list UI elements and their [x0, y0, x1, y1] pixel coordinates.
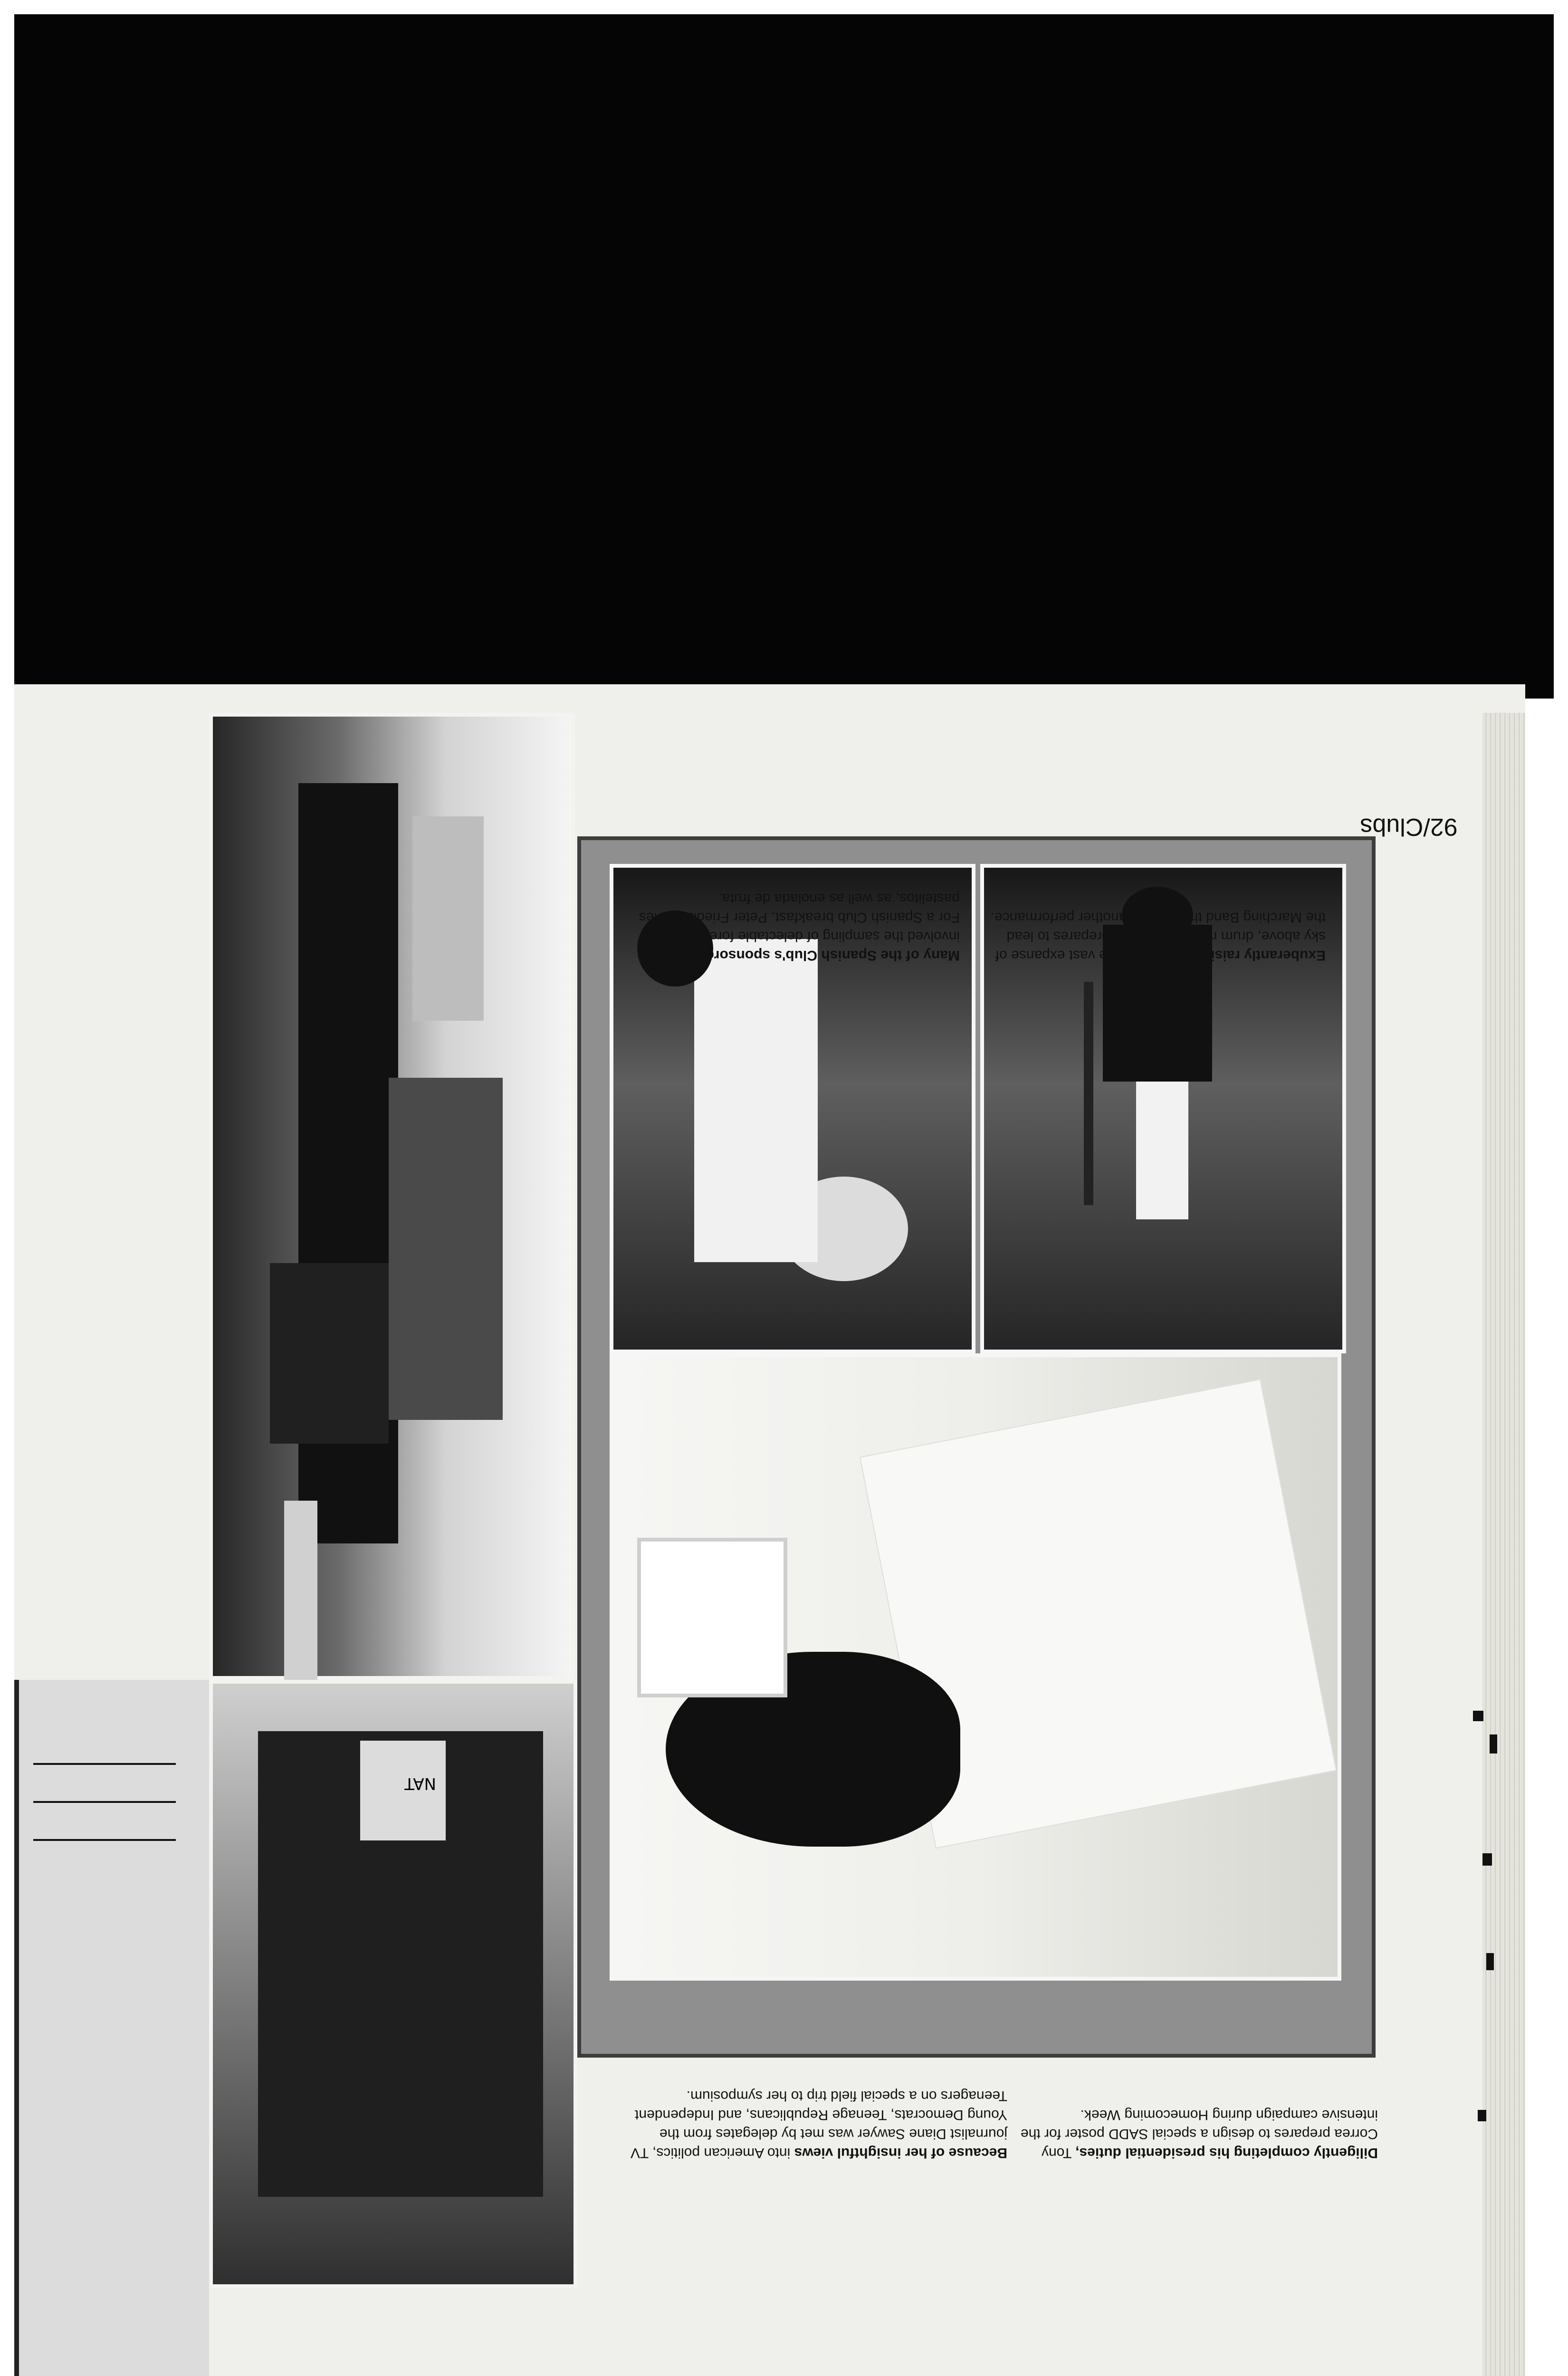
classroom-window	[412, 816, 484, 1021]
caption-diane-sawyer-bold: Because of her insightful views	[794, 2145, 1007, 2161]
caption-poster-design	[1017, 2058, 1378, 2162]
page-edges	[1482, 713, 1525, 2376]
binding-mark-2	[1490, 1734, 1497, 1753]
black-scan-background	[14, 14, 1554, 699]
caption-spanish-club-text: involved the sampling of delectable foreign dishes. For a Spanish Club breakfast, Peter Friedland tries pastelitos, as well as enolada de fruta.	[639, 891, 960, 944]
caption-drum-major	[984, 865, 1326, 965]
page-folio: 92/Clubs	[1360, 813, 1458, 841]
binding-mark-5	[1478, 2110, 1486, 2121]
photo-mount	[577, 836, 1376, 2058]
binding-mark-4	[1486, 1953, 1494, 1970]
article-sidebar	[14, 1680, 209, 2376]
binding-mark-1	[1473, 1711, 1483, 1721]
desk	[389, 1078, 503, 1420]
left-page-photo	[209, 1680, 577, 2288]
student-shirt	[694, 939, 818, 1262]
placard-text: NAT	[404, 1774, 436, 1793]
bulletin-board	[284, 1501, 317, 1700]
caption-diane-sawyer-text: into American politics, TV journalist Diane Sawyer was met by delegates from the Young Democrats, Teenage Republicans, and Independent Teenagers on a special field trip to her symposium.	[630, 2088, 1007, 2161]
rule-line-2	[33, 1801, 176, 1803]
student-shirt	[637, 1538, 787, 1697]
caption-spanish-club-bold: Many of the Spanish Club's sponsored events	[648, 948, 960, 963]
baton	[1084, 982, 1093, 1205]
caption-drum-major-text: to the vast expanse of sky above, drum major Sam Topp prepares to lead the Marching Band through yet another performance.	[990, 910, 1326, 963]
caption-drum-major-bold: Exuberantly raising his arm	[1138, 948, 1326, 963]
rule-line-3	[33, 1839, 176, 1841]
rule-line-1	[33, 1763, 176, 1765]
caption-poster-design-text: Tony Correa prepares to design a special SADD poster for the intensive campaign during Homecoming Week.	[1020, 2107, 1378, 2161]
binding-mark-3	[1482, 1853, 1492, 1866]
teacher-figure	[270, 1263, 389, 1444]
classroom-photo	[209, 713, 575, 1680]
poster-design-photo	[610, 1353, 1341, 1981]
caption-spanish-club	[618, 870, 960, 965]
caption-diane-sawyer	[627, 2058, 1007, 2162]
caption-poster-design-bold: Diligently completing his presidential duties,	[1075, 2145, 1378, 2161]
